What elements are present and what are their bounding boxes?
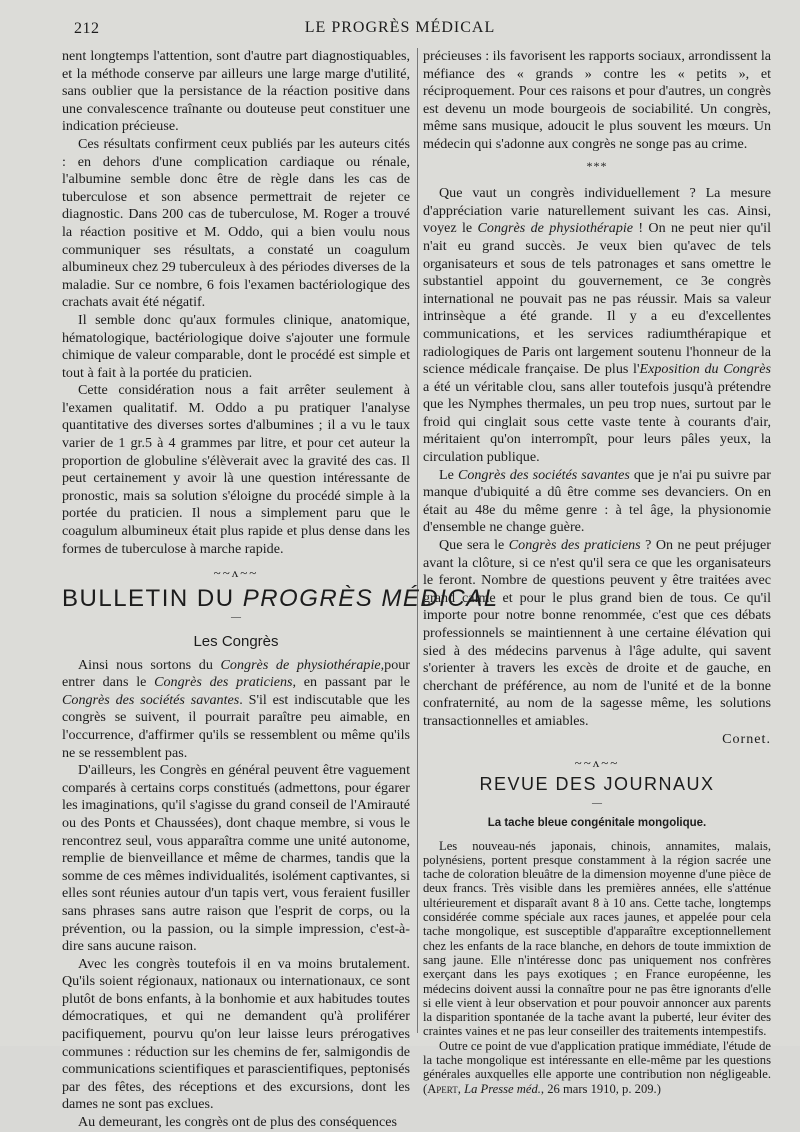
italic-run: Congrès de physiothérapie <box>220 656 381 673</box>
page-number: 212 <box>74 20 100 37</box>
paragraph: nent longtemps l'attention, sont d'autre part diagnostiquables, et la méthode conserve par ailleurs une large marge d'utilité, sans oublier que la persistance de la réaction positive dans une convalescence traînante ou douteuse peut constituer une indication précieuse. <box>62 48 410 135</box>
paragraph <box>423 467 771 537</box>
italic-run: Congrès des praticiens <box>508 537 641 554</box>
section-title-plain: BULLETIN DU <box>62 584 243 612</box>
text-run: ? On ne peut préjuger avant la clôture, si ce n'est qu'il sera ce que les organisateurs le feront. Nombre de questions peuvent y être traitées avec grand calme et pour le plus grand bien de tous. Ce qu'il importe pour notre bonne renommée, c'est que ces débats professionnels se maintiennent à une certaine élévation qui sied à des médecins parvenus à l'âge adulte, qui savent s'orienter à travers les excès de droite et de gauche, en cherchant de préférence, au nom de l'unité et de la bonne confraternité, au nom de la sagesse même, les solutions transactionnelles et amiables. <box>423 537 772 729</box>
right-column <box>423 48 771 1096</box>
paragraph <box>423 1039 771 1096</box>
paragraph <box>62 657 410 763</box>
text-run: Le <box>439 466 458 483</box>
running-head: LE PROGRÈS MÉDICAL <box>304 19 496 36</box>
article-subhead: Les Congrès <box>193 633 279 650</box>
paragraph: Ces résultats confirment ceux publiés par les auteurs cités : en dehors d'une complication cardiaque ou rénale, l'albumine semble donc être de règle dans les cas de tuberculose et son absence permettrait de rejeter ce diagnostic. Dans 200 cas de tuberculose, M. Roger a trouvé la réaction positive et M. Oddo, qui a bien voulu nous communiquer ses résultats, a constaté un coagulum albumineux chez 29 tuberculeux à des périodes diverses de la maladie. Sur ce nombre, 6 fois l'examen bactériologique des crachats avait été négatif. <box>62 135 410 311</box>
text-run: Ainsi nous sortons du <box>78 656 221 673</box>
ornament-divider: ~~ʌ~~ <box>574 755 620 771</box>
asterism: *** <box>586 158 608 173</box>
italic-run: Congrès de physiothérapie <box>477 220 634 237</box>
paragraph <box>423 185 771 467</box>
text-run: Outre ce point de vue d'application pratique immédiate, l'étude de la tache mongolique est intéressante en elle-même par les questions générales auxquelles elle apporte une contribution non négligeable. ( <box>423 1038 771 1096</box>
paragraph: Cette considération nous a fait arrêter seulement à l'examen qualitatif. M. Oddo a pu pratiquer l'analyse quantitative des diverses sortes d'albumines ; il a vu le taux varier de 1 gr.5 à 4 grammes par litre, et pour cet auteur la proportion de globuline s'élèverait avec la gravité des cas. Il peut certainement y avoir là une question intéressante de pronostic, mais sa solution s'éloigne du procédé simple à la portée du praticien. Il nous a simplement paru que le coagulum albumineux était plus rapide et plus dense dans les formes de tuberculose à marche rapide. <box>62 382 410 557</box>
text-run: Que sera le <box>439 537 509 554</box>
ornament-divider: ~~ʌ~~ <box>213 565 259 581</box>
title-dash: — <box>592 798 602 810</box>
italic-run: Congrès des praticiens <box>154 674 293 691</box>
page-header <box>0 0 800 44</box>
text-run: . S'il est indiscutable que les congrès se suivent, il pourrait paraître peu aimable, en l'occurrence, d'affirmer qu'ils se ressemblent ou même qu'ils ne se ressemblent pas. <box>62 691 410 761</box>
paragraph: précieuses : ils favorisent les rapports sociaux, arrondissent la méfiance des « grands » contre les « petits », et réciproquement. Pour ces raisons et pour d'autres, un congrès est devenu un mode bourgeois de sociabilité. Un congrès, même sans musique, adoucit le plus souvent les mœurs. Un médecin qui s'adonne aux congrès ne songe pas au crime. <box>423 48 771 152</box>
text-run: que je n'ai pu suivre par manque d'ubiquité a dû être comme ses devanciers. On en était au 48e du même genre : à tel âge, la physionomie d'ensemble ne change guère. <box>423 466 772 536</box>
text-run: a été un véritable clou, sans aller toutefois jusqu'à prétendre que les Nymphes thermales, un peu trop nues, surtout par le froid qui cinglait sous cette vaste tente à courants d'air, méritaient qu'on interrompît, pour leurs pâles yeux, la circulation publique. <box>423 378 771 466</box>
section-title-italic: PROGRÈS MÉDICAL <box>242 584 499 612</box>
paragraph: Il semble donc qu'aux formules clinique, anatomique, hématologique, bactériologique doive s'ajouter une formule chimique de valeur comparable, dont le procédé est simple et tout à fait à la portée du praticien. <box>62 311 410 381</box>
column-divider <box>417 48 418 1033</box>
author-signature: Cornet. <box>722 730 771 747</box>
title-dash: — <box>231 612 241 624</box>
paragraph <box>423 537 771 731</box>
italic-run: Congrès des sociétés savantes <box>62 691 240 708</box>
text-run: , en passant par le <box>292 674 411 691</box>
section-title: REVUE DES JOURNAUX <box>479 773 715 794</box>
text-run: , 26 mars 1910, p. 209.) <box>540 1081 661 1096</box>
article-headline: La tache bleue congénitale mongolique. <box>487 816 707 829</box>
paragraph: Avec les congrès toutefois il en va moins brutalement. Qu'ils soient régionaux, nationaux ou internationaux, ce sont plutôt de bons enfants, à la bonhomie et aux habitudes toutes démocratiques, et qui ne demandent qu'à proliférer pacifiquement, pourvu qu'on leur laisse leurs prérogatives communes : réduction sur les chemins de fer, salmigondis de communications scientifiques et parascientifiques, peptonisés par des fêtes, des réceptions et des excursions, dont les dames ne sont pas exclues. <box>62 955 410 1113</box>
citation-author: Apert <box>427 1081 458 1096</box>
text-run: ! On ne peut nier qu'il n'ait eu grand succès. Je veux bien qu'avec de tels organisateurs et sous de tels patronages et sans omettre le substantiel appoint du gouvernement, ce 3e congrès international ne pouvait pas ne pas réussir. Mais sa valeur intrinsèque a été grande. Il y a eu d'excellentes communications, et les services radiumthérapique et radiologiques de Paris ont largement soutenu l'honneur de la science médicale française. De plus l' <box>423 220 771 378</box>
paragraph: Les nouveau-nés japonais, chinois, annamites, malais, polynésiens, portent presque constamment à la région sacrée une tache de coloration bleuâtre de la dimension moyenne d'une pièce de deux francs. Très visible dans les premières années, elle s'atténue ultérieurement et disparaît avant 8 à 10 ans. Cette tache, longtemps considérée comme spéciale aux races jaunes, et appelée pour cela tache mongolique, est susceptible d'apparaître exceptionnellement chez les enfants de la race blanche, en dehors de toute immixtion de sang jaune. Elle n'intéresse donc pas uniquement nos confrères exerçant dans les pays exotiques ; en France européenne, les médecins doivent aussi la connaître pour ne pas être ignorants d'elle si elle vient à leur observation et pour pouvoir annoncer aux parents la disparition spontanée de la tache avant la puberté, leur éviter des craintes vaines et ne pas leur conseiller des traitements intempestifs. <box>423 838 771 1039</box>
text-run: , <box>457 1081 465 1096</box>
paragraph: Au demeurant, les congrès ont de plus des conséquences <box>78 1114 397 1131</box>
italic-run: Exposition du Congrès <box>639 361 771 378</box>
text-run: Que vaut un congrès individuellement ? La mesure d'appréciation varie naturellement suivant les cas. Ainsi, voyez le <box>423 185 771 237</box>
text-run: ,pour entrer dans le <box>62 656 410 691</box>
section-title <box>62 584 499 612</box>
paragraph: D'ailleurs, les Congrès en général peuvent être vaguement comparés à certains corps constitués (admettons, pour égarer les imaginations, qu'il s'agisse du grand conseil de l'Amirauté ou des Ponts et Chaussées), dont chaque membre, si vous le rencontrez seul, vous apparaîtra comme une unité autonome, remplie de bienveillance et même de charmes, tandis que la somme de ces mêmes individualités, isolément captivantes, si elles sont réunies autour d'un tapis vert, vous feraient fusiller sans phrases sans autre raison que l'esprit de corps, ou la prévention, ou la passion, ou la simple impression, c'est-à-dire sans aucune raison. <box>62 762 410 955</box>
italic-run: Congrès des sociétés savantes <box>457 466 630 483</box>
citation-journal: La Presse méd. <box>464 1081 541 1096</box>
